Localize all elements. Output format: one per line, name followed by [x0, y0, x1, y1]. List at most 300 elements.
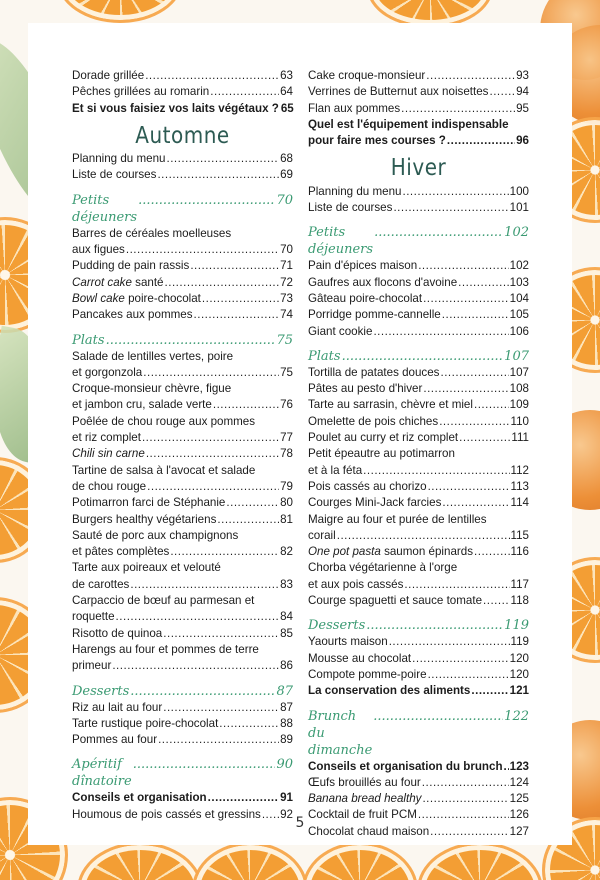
dot-leader: [374, 224, 503, 241]
toc-entry[interactable]: [308, 324, 529, 340]
dot-leader: [217, 512, 279, 528]
toc-entry-page: 124: [509, 775, 529, 789]
dot-leader: [442, 495, 509, 511]
toc-entry-italic-title: Chili sin carne: [72, 447, 145, 461]
toc-entry[interactable]: [308, 479, 529, 495]
toc-entry-page: 114: [510, 496, 529, 510]
toc-entry-title-text: aux figues: [72, 243, 125, 257]
dot-leader: [170, 544, 279, 560]
toc-entry-title: [72, 291, 201, 307]
toc-entry-first-line: Tarte aux poireaux et velouté: [72, 561, 221, 575]
toc-entry-title: [308, 101, 400, 117]
toc-entry-page: 120: [509, 651, 529, 665]
toc-entry-title-text: Pancakes aux pommes: [72, 308, 193, 322]
dot-leader: [145, 68, 279, 84]
section-title: Brunch du dimanche: [308, 708, 373, 758]
orange-slice-decoration: [60, 0, 180, 20]
toc-entry-title-text: Poulet au curry et riz complet: [308, 431, 459, 445]
toc-entry[interactable]: [308, 775, 529, 791]
toc-entry-first-line: Poêlée de chou rouge aux pommes: [72, 414, 256, 428]
toc-entry-title-text: Burgers healthy végétariens: [72, 512, 217, 526]
dot-leader: [412, 651, 509, 667]
toc-entry-title-text: Riz au lait au four: [72, 700, 163, 714]
toc-entry[interactable]: [72, 609, 293, 625]
toc-entry-title: [308, 577, 403, 593]
toc-entry[interactable]: [72, 732, 293, 748]
toc-entry-page: 104: [509, 291, 529, 305]
toc-entry[interactable]: [72, 479, 293, 495]
toc-entry-page: 107: [509, 365, 529, 379]
dot-leader: [142, 430, 279, 446]
toc-entry-title-text: Compote pomme-poire: [308, 667, 427, 681]
dot-leader: [439, 414, 509, 430]
toc-entry-title: [72, 307, 193, 323]
toc-entry-page: 81: [280, 512, 293, 526]
toc-entry-title: [308, 667, 427, 683]
toc-entry[interactable]: [308, 430, 529, 446]
toc-entry-title-text: Gâteau poire-chocolat: [308, 291, 423, 305]
section-page: 90: [276, 757, 293, 773]
dot-leader: [208, 790, 279, 806]
toc-entry-first-line: Sauté de porc aux champignons: [72, 528, 239, 542]
toc-entry[interactable]: [72, 700, 293, 716]
section-page: 122: [504, 708, 529, 724]
toc-entry[interactable]: [308, 133, 529, 149]
toc-entry-page: 86: [280, 659, 293, 673]
section-heading[interactable]: [308, 617, 529, 634]
toc-entry-page: 108: [509, 382, 529, 396]
section-page: 102: [504, 225, 529, 241]
toc-entry-page: 95: [516, 101, 529, 115]
toc-entry-title: [72, 446, 145, 462]
dot-leader: [471, 683, 508, 699]
toc-entry-title-text: Planning du menu: [72, 152, 166, 166]
toc-entry-first-line: Chorba végétarienne à l'orge: [308, 561, 458, 575]
toc-entry-title-text: Pommes au four: [72, 733, 158, 747]
dot-leader: [226, 495, 279, 511]
toc-entry-page: 71: [280, 259, 293, 273]
toc-entry-title: [72, 397, 212, 413]
toc-entry[interactable]: [72, 151, 293, 167]
toc-entry-title-text: Conseils et organisation: [72, 791, 207, 805]
toc-entry-page: 77: [280, 431, 293, 445]
toc-entry-page: 117: [510, 577, 529, 591]
dot-leader: [190, 258, 279, 274]
toc-entry-title: [308, 634, 388, 650]
toc-entry-page: 69: [280, 168, 293, 182]
toc-entry-title: [308, 775, 421, 791]
toc-entry-first-line: Salade de lentilles vertes, poire: [72, 349, 234, 363]
orange-slice-decoration: [195, 845, 305, 880]
toc-entry-title: [308, 759, 503, 775]
toc-entry-title-text: Dorade grillée: [72, 69, 145, 82]
toc-entry[interactable]: [72, 167, 293, 183]
toc-entry-title-text: Flan aux pommes: [308, 101, 401, 115]
toc-entry-title-text: Courge spaguetti et sauce tomate: [308, 594, 483, 608]
toc-entry-page: 119: [510, 635, 529, 649]
toc-entry[interactable]: [72, 84, 293, 100]
page-number: 5: [295, 815, 305, 831]
toc-entry-title-text: Œufs brouillés au four: [308, 775, 421, 789]
toc-entry[interactable]: [72, 512, 293, 528]
section-page: 107: [504, 348, 529, 364]
toc-entry[interactable]: [308, 593, 529, 609]
toc-entry-title: [72, 609, 115, 625]
toc-entry-italic-title: One pot pasta: [308, 545, 381, 559]
dot-leader: [157, 167, 279, 183]
toc-entry[interactable]: [72, 790, 293, 806]
dot-leader: [133, 756, 276, 773]
toc-entry[interactable]: [308, 667, 529, 683]
dot-leader: [401, 101, 515, 117]
dot-leader: [442, 307, 509, 323]
dot-leader: [146, 446, 279, 462]
section-heading[interactable]: [308, 348, 529, 365]
toc-entry[interactable]: [72, 716, 293, 732]
toc-entry-page: 76: [280, 398, 293, 412]
toc-entry-page: 111: [511, 431, 529, 445]
toc-entry-page: 125: [509, 792, 529, 806]
toc-entry[interactable]: [308, 414, 529, 430]
section-title: Plats: [308, 348, 341, 364]
dot-leader: [402, 184, 508, 200]
toc-entry-title: [308, 258, 417, 274]
dot-leader: [373, 324, 508, 340]
toc-entry-title-text: Mousse au chocolat: [308, 651, 412, 665]
toc-entry[interactable]: [308, 544, 529, 560]
section-page: 87: [276, 683, 293, 699]
toc-entry-page: 68: [280, 152, 293, 166]
section-heading[interactable]: [72, 683, 293, 700]
toc-entry-page: 110: [510, 414, 529, 428]
dot-leader: [489, 84, 515, 100]
toc-entry-page: 92: [280, 807, 293, 821]
toc-entry-page: 91: [280, 791, 293, 805]
toc-entry-page: 78: [280, 447, 293, 461]
toc-entry-title: [72, 626, 162, 642]
toc-entry-title: [72, 479, 146, 495]
toc-entry-title-text: Potimarron farci de Stéphanie: [72, 496, 226, 510]
toc-entry-title-text: poire-chocolat: [124, 291, 201, 305]
toc-entry-title-text: Liste de courses: [72, 168, 157, 182]
toc-entry[interactable]: [72, 658, 293, 674]
dot-leader: [210, 84, 279, 100]
toc-entry-title-text: et pâtes complètes: [72, 545, 170, 559]
toc-entry[interactable]: [72, 495, 293, 511]
toc-entry-page: 63: [280, 69, 293, 82]
dot-leader: [106, 332, 276, 349]
dot-leader: [422, 791, 508, 807]
toc-entry-title-text: et gorgonzola: [72, 365, 143, 379]
toc-entry[interactable]: [308, 528, 529, 544]
dot-leader: [440, 365, 508, 381]
toc-entry-page: 127: [509, 824, 529, 838]
toc-entry-title: [308, 651, 411, 667]
toc-entry-title: [308, 544, 473, 560]
toc-entry-title-text: et à la féta: [308, 463, 363, 477]
toc-entry-page: 115: [510, 528, 529, 542]
dot-leader: [458, 275, 508, 291]
toc-entry[interactable]: [308, 791, 529, 807]
toc-entry-page: 109: [509, 398, 529, 412]
toc-entry-title-text: Tortilla de patates douces: [308, 365, 440, 379]
dot-leader: [483, 593, 510, 609]
dot-leader: [163, 700, 279, 716]
toc-entry-title: [72, 275, 164, 291]
toc-entry-title-text: et riz complet: [72, 431, 141, 445]
toc-entry-title-text: pour faire mes courses ?: [308, 134, 446, 148]
toc-left-column: [72, 68, 293, 823]
dot-leader: [422, 775, 509, 791]
toc-entry-title-text: Pêches grillées au romarin: [72, 85, 210, 99]
section-heading[interactable]: [72, 192, 293, 226]
toc-entry-title-text: Gaufres aux flocons d'avoine: [308, 275, 458, 289]
section-heading[interactable]: [72, 756, 293, 790]
toc-entry-title: [72, 700, 162, 716]
toc-entry-page: 116: [510, 545, 529, 559]
dot-leader: [143, 365, 279, 381]
toc-entry-title-text: Houmous de pois cassés et gressins: [72, 807, 261, 821]
dot-leader: [158, 732, 279, 748]
toc-entry[interactable]: [308, 291, 529, 307]
toc-entry-title: [72, 167, 156, 183]
toc-entry-title-text: Planning du menu: [308, 184, 402, 198]
toc-entry-page: 100: [509, 184, 529, 198]
dot-leader: [126, 242, 279, 258]
toc-entry-page: 79: [280, 479, 293, 493]
toc-entry[interactable]: [308, 84, 529, 100]
toc-entry-page: 126: [509, 808, 529, 822]
toc-entry[interactable]: [308, 381, 529, 397]
orange-slice-decoration: [370, 0, 490, 25]
dot-leader: [459, 430, 510, 446]
toc-entry[interactable]: [72, 397, 293, 413]
dot-leader: [147, 479, 279, 495]
toc-entry-page: 73: [280, 291, 293, 305]
dot-leader: [337, 528, 510, 544]
toc-entry-title: [308, 381, 422, 397]
toc-entry-first-line: Quel est l'équipement indispensable: [308, 117, 509, 131]
toc-entry-title: [308, 84, 488, 100]
toc-entry[interactable]: [308, 68, 529, 84]
toc-entry-title-text: Cake croque-monsieur: [308, 69, 426, 82]
section-page: 70: [276, 192, 293, 208]
section-title: Apéritif dînatoire: [72, 757, 132, 790]
toc-entry-title-text: Pain d'épices maison: [308, 259, 418, 273]
toc-entry-title-text: Et si vous faisiez vos laits végétaux ?: [72, 101, 279, 115]
toc-entry-page: 70: [280, 243, 293, 257]
toc-entry-page: 85: [280, 626, 293, 640]
toc-entry-page: 89: [280, 733, 293, 747]
toc-entry[interactable]: [308, 759, 529, 775]
toc-entry-title: [308, 307, 441, 323]
toc-entry[interactable]: [308, 101, 529, 117]
toc-entry[interactable]: [308, 463, 529, 479]
toc-entry-page: 113: [510, 479, 529, 493]
toc-entry-page: 88: [280, 716, 293, 730]
toc-entry[interactable]: [308, 683, 529, 699]
toc-entry[interactable]: [72, 68, 293, 84]
season-heading: Hiver: [390, 153, 447, 182]
toc-entry[interactable]: [308, 365, 529, 381]
toc-entry-title: [308, 414, 438, 430]
toc-entry-first-line: Carpaccio de bœuf au parmesan et: [72, 594, 255, 608]
toc-entry-title: [72, 658, 111, 674]
section-page: 119: [504, 618, 529, 634]
toc-entry-title: [308, 463, 362, 479]
toc-entry-title: [72, 577, 129, 593]
section-heading[interactable]: [308, 224, 529, 258]
toc-entry-page: 121: [509, 684, 529, 698]
toc-entry-page: 120: [509, 667, 529, 681]
dot-leader: [116, 609, 280, 625]
toc-entry-page: 82: [280, 545, 293, 559]
toc-entry-page: 103: [509, 275, 529, 289]
toc-entry[interactable]: [308, 307, 529, 323]
dot-leader: [428, 667, 509, 683]
dot-leader: [426, 68, 515, 84]
toc-entry-first-line: Petit épeautre au potimarron: [308, 447, 455, 461]
toc-entry[interactable]: [308, 577, 529, 593]
toc-entry[interactable]: [72, 242, 293, 258]
toc-entry-title-text: Omelette de pois chiches: [308, 414, 439, 428]
toc-entry-title: [72, 365, 142, 381]
toc-entry-italic-title: Banana bread healthy: [308, 792, 422, 806]
toc-entry[interactable]: [72, 577, 293, 593]
toc-entry-page: 96: [516, 134, 529, 148]
dot-leader: [447, 133, 515, 149]
toc-entry-title-text: La conservation des aliments: [308, 684, 471, 698]
section-title: Desserts: [72, 683, 130, 699]
toc-entry[interactable]: [308, 184, 529, 200]
toc-entry[interactable]: [72, 101, 293, 117]
dot-leader: [138, 192, 275, 209]
toc-entry-page: 94: [516, 85, 529, 99]
toc-entry[interactable]: [72, 307, 293, 323]
toc-entry[interactable]: [308, 495, 529, 511]
toc-entry[interactable]: [308, 258, 529, 274]
toc-entry-title-text: Risotto de quinoa: [72, 626, 163, 640]
toc-entry[interactable]: [72, 626, 293, 642]
toc-entry[interactable]: [308, 200, 529, 216]
toc-entry-title-text: Chocolat chaud maison: [308, 824, 430, 838]
toc-entry-title: [308, 495, 441, 511]
dot-leader: [418, 258, 508, 274]
dot-leader: [112, 658, 279, 674]
toc-entry-page: 118: [510, 594, 529, 608]
toc-entry-title-text: Pâtes au pesto d'hiver: [308, 382, 423, 396]
toc-entry-title-text: de chou rouge: [72, 479, 147, 493]
toc-entry[interactable]: [72, 544, 293, 560]
toc-entry-title: [308, 200, 392, 216]
dot-leader: [194, 307, 280, 323]
toc-entry[interactable]: [72, 430, 293, 446]
toc-entry[interactable]: [308, 275, 529, 291]
toc-entry-title-text: santé: [131, 275, 164, 289]
dot-leader: [389, 634, 510, 650]
toc-entry-page: 84: [280, 610, 293, 624]
dot-leader: [393, 200, 508, 216]
dot-leader: [373, 708, 503, 725]
section-title: Desserts: [308, 618, 366, 634]
toc-entry-first-line: Maigre au four et purée de lentilles: [308, 512, 487, 526]
dot-leader: [213, 397, 279, 413]
dot-leader: [363, 463, 509, 479]
toc-entry-title-text: Tarte rustique poire-chocolat: [72, 716, 219, 730]
toc-entry-title: [308, 791, 421, 807]
toc-entry[interactable]: [72, 446, 293, 462]
toc-entry-page: 101: [509, 201, 529, 215]
toc-entry-title-text: et aux pois cassés: [308, 577, 404, 591]
toc-entry[interactable]: [308, 634, 529, 650]
toc-entry[interactable]: [308, 397, 529, 413]
toc-entry-page: 87: [280, 700, 293, 714]
toc-entry-title: [72, 716, 218, 732]
toc-entry[interactable]: [72, 291, 293, 307]
toc-right-column: [308, 68, 529, 840]
toc-entry-title-text: Liste de courses: [308, 201, 393, 215]
toc-entry-title: [72, 84, 209, 100]
toc-entry-title-text: et jambon cru, salade verte: [72, 398, 212, 412]
section-heading[interactable]: [72, 332, 293, 349]
toc-entry-title-text: de carottes: [72, 577, 130, 591]
toc-entry[interactable]: [72, 365, 293, 381]
toc-entry-title: [308, 291, 422, 307]
toc-entry-first-line: Croque-monsieur chèvre, figue: [72, 382, 232, 396]
toc-entry-first-line: Tartine de salsa à l'avocat et salade: [72, 463, 256, 477]
toc-entry-title-text: Pudding de pain rassis: [72, 259, 190, 273]
toc-entry-title-text: corail: [308, 528, 336, 542]
toc-entry[interactable]: [72, 258, 293, 274]
section-heading[interactable]: [308, 708, 529, 759]
toc-entry-title: [72, 512, 216, 528]
dot-leader: [130, 577, 279, 593]
dot-leader: [165, 275, 280, 291]
dot-leader: [423, 291, 509, 307]
dot-leader: [404, 577, 509, 593]
toc-entry-page: 93: [516, 69, 529, 82]
toc-entry-page: 123: [509, 759, 529, 773]
toc-entry-page: 80: [280, 496, 293, 510]
toc-entry-page: 102: [509, 259, 529, 273]
toc-entry-title-text: Yaourts maison: [308, 635, 388, 649]
dot-leader: [219, 716, 279, 732]
toc-entry-first-line: Barres de céréales moelleuses: [72, 226, 232, 240]
toc-entry-title: [308, 365, 439, 381]
toc-entry[interactable]: [308, 651, 529, 667]
toc-entry-title-text: Giant cookie: [308, 324, 373, 338]
toc-entry-italic-title: Carrot cake: [72, 275, 132, 289]
orange-slice-decoration: [420, 845, 540, 880]
dot-leader: [166, 151, 279, 167]
toc-entry-title: [72, 544, 169, 560]
section-title: Plats: [72, 332, 105, 348]
toc-entry-title: [72, 495, 225, 511]
section-title: Petits déjeuners: [72, 192, 138, 225]
toc-entry-title-text: Porridge pomme-cannelle: [308, 308, 441, 322]
toc-entry-italic-title: Bowl cake: [72, 291, 125, 305]
dot-leader: [423, 381, 508, 397]
toc-entry-title: [72, 151, 165, 167]
toc-entry-title-text: Conseils et organisation du brunch: [308, 759, 503, 773]
toc-entry-page: 65: [280, 101, 294, 115]
toc-entry[interactable]: [72, 275, 293, 291]
toc-entry-title-text: roquette: [72, 610, 115, 624]
toc-entry-page: 75: [280, 365, 293, 379]
dot-leader: [130, 683, 275, 700]
toc-entry-title: [308, 397, 473, 413]
dot-leader: [504, 759, 509, 775]
